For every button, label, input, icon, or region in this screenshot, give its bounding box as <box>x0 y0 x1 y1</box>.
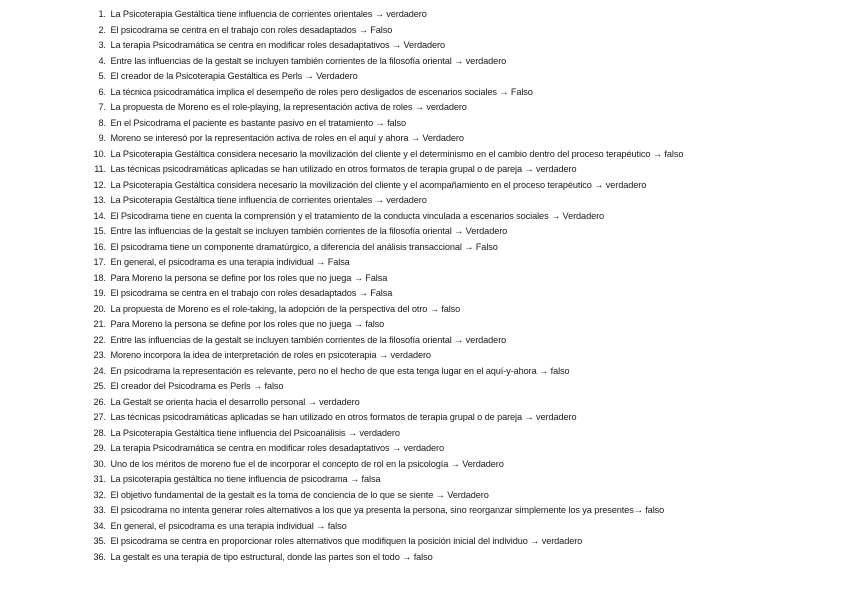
item-text: En general, el psicodrama es una terapia individual → Falsa <box>110 257 350 267</box>
list-item <box>86 503 836 519</box>
item-text: El Psicodrama tiene en cuenta la comprensión y el tratamiento de la conducta vinculada a escenarios sociales → Verdadero <box>110 210 605 221</box>
item-number: 13. <box>93 195 106 205</box>
item-number: 33. <box>93 505 106 515</box>
item-number: 4. <box>98 55 106 66</box>
item-text: El objetivo fundamental de la gestalt es la toma de conciencia de lo que se siente → Verdadero <box>110 489 489 500</box>
item-text: El psicodrama se centra en el trabajo con roles desadaptados → Falso <box>110 24 393 35</box>
item-number: 32. <box>93 489 106 500</box>
list-item <box>86 457 836 473</box>
item-text: Para Moreno la persona se define por los roles que no juega → Falsa <box>110 272 388 283</box>
item-number: 6. <box>98 86 106 97</box>
item-number: 2. <box>98 24 106 35</box>
item-text: La terapia Psicodramática se centra en modificar roles desadaptativos → Verdadero <box>110 40 446 50</box>
item-number: 24. <box>93 365 106 376</box>
item-number: 16. <box>93 241 106 252</box>
item-number: 23. <box>93 350 106 360</box>
item-text: La Psicoterapia Gestáltica tiene influencia de corrientes orientales → verdadero <box>110 9 427 19</box>
item-number: 3. <box>98 40 106 50</box>
item-number: 27. <box>93 412 106 422</box>
list-item <box>86 7 836 23</box>
item-number: 14. <box>93 210 106 221</box>
list-item <box>86 364 836 380</box>
list-item <box>86 519 836 535</box>
item-text: El psicodrama se centra en proporcionar roles alternativos que modifiquen la posición inicial del individuo → verdadero <box>110 536 583 546</box>
item-text: La propuesta de Moreno es el role-playing, la representación activa de roles → verdadero <box>110 102 467 112</box>
item-text: Moreno se interesó por la representación activa de roles en el aquí y ahora → Verdadero <box>110 133 464 143</box>
item-text: Entre las influencias de la gestalt se incluyen también corrientes de la filosofía oriental → verdadero <box>110 55 507 66</box>
item-number: 15. <box>93 226 106 236</box>
item-number: 21. <box>93 319 106 329</box>
item-number: 17. <box>93 257 106 267</box>
list-item <box>86 472 836 488</box>
item-text: Uno de los méritos de moreno fue el de incorporar el concepto de rol en la psicología → Verdadero <box>110 458 504 469</box>
item-text: La Psicoterapia Gestáltica tiene influencia del Psicoanálisis → verdadero <box>110 427 400 438</box>
list-item <box>86 224 836 240</box>
item-number: 29. <box>93 443 106 453</box>
item-text: La Psicoterapia Gestáltica tiene influencia de corrientes orientales → verdadero <box>110 195 427 205</box>
list-item <box>86 410 836 426</box>
item-text: En psicodrama la representación es relevante, pero no el hecho de que esta tenga lugar en el aquí-y-ahora → falso <box>110 365 570 376</box>
item-text: El psicodrama no intenta generar roles alternativos a los que ya presenta la persona, sino reorganzar simplemente los ya presentes→ falso <box>110 505 665 515</box>
item-text: El psicodrama tiene un componente dramatúrgico, a diferencia del análisis transaccional → Falso <box>110 241 498 252</box>
list-item <box>86 85 836 101</box>
item-number: 8. <box>98 117 106 128</box>
item-number: 7. <box>98 102 106 112</box>
item-text: El creador del Psicodrama es Perls → falso <box>110 381 284 391</box>
list-item <box>86 162 836 178</box>
item-text: La Gestalt se orienta hacia el desarrollo personal → verdadero <box>110 396 360 407</box>
item-number: 11. <box>94 164 106 174</box>
list-item <box>86 147 836 163</box>
item-number: 22. <box>93 334 106 345</box>
item-text: Para Moreno la persona se define por los roles que no juega → falso <box>110 319 385 329</box>
item-number: 1. <box>98 9 106 19</box>
list-item <box>86 69 836 85</box>
item-text: La técnica psicodramática implica el desempeño de roles pero desligados de escenarios sociales → Falso <box>110 86 533 97</box>
list-item <box>86 302 836 318</box>
item-number: 25. <box>93 381 106 391</box>
list-item <box>86 100 836 116</box>
item-number: 28. <box>93 427 106 438</box>
list-item <box>86 209 836 225</box>
item-text: La propuesta de Moreno es el role-taking, la adopción de la perspectiva del otro → falso <box>110 303 461 314</box>
list-item <box>86 178 836 194</box>
item-text: Moreno incorpora la idea de interpretación de roles en psicoterapia → verdadero <box>110 350 431 360</box>
list-item <box>86 286 836 302</box>
list-item <box>86 193 836 209</box>
item-number: 30. <box>93 458 106 469</box>
item-text: La Psicoterapia Gestáltica considera necesario la movilización del cliente y el determinismo en el cambio dentro del proceso terapéutico → falso <box>110 148 684 159</box>
item-text: La psicoterapia gestáltica no tiene influencia de psicodrama → falsa <box>110 474 381 484</box>
statement-list <box>86 7 836 565</box>
item-number: 20. <box>93 303 106 314</box>
item-text: Entre las influencias de la gestalt se incluyen también corrientes de la filosofía oriental → verdadero <box>110 334 507 345</box>
item-text: La terapia Psicodramática se centra en modificar roles desadaptativos → verdadero <box>110 443 445 453</box>
list-item <box>86 550 836 566</box>
list-item <box>86 317 836 333</box>
list-item <box>86 333 836 349</box>
item-number: 5. <box>98 71 106 81</box>
list-item <box>86 38 836 54</box>
item-number: 12. <box>93 179 106 190</box>
list-item <box>86 131 836 147</box>
item-number: 31. <box>93 474 106 484</box>
item-text: El creador de la Psicoterapia Gestáltica es Perls → Verdadero <box>110 71 358 81</box>
item-number: 36. <box>93 551 106 562</box>
list-item <box>86 23 836 39</box>
list-item <box>86 348 836 364</box>
list-item <box>86 488 836 504</box>
list-item <box>86 426 836 442</box>
item-number: 19. <box>93 288 106 298</box>
item-text: El psicodrama se centra en el trabajo con roles desadaptados → Falsa <box>110 288 393 298</box>
list-item <box>86 534 836 550</box>
item-text: En el Psicodrama el paciente es bastante pasivo en el tratamiento → falso <box>110 117 407 128</box>
item-number: 35. <box>93 536 106 546</box>
item-number: 34. <box>93 520 106 531</box>
item-number: 18. <box>93 272 106 283</box>
item-number: 26. <box>93 396 106 407</box>
item-text: Las técnicas psicodramáticas aplicadas se han utilizado en otros formatos de terapia grupal o de pareja → verdadero <box>110 412 577 422</box>
list-item <box>86 379 836 395</box>
list-item <box>86 271 836 287</box>
item-number: 10. <box>93 148 106 159</box>
item-text: Las técnicas psicodramáticas aplicadas se han utilizado en otros formatos de terapia grupal o de pareja → verdadero <box>110 164 577 174</box>
list-item <box>86 54 836 70</box>
list-item <box>86 240 836 256</box>
item-number: 9. <box>98 133 106 143</box>
item-text: Entre las influencias de la gestalt se incluyen también corrientes de la filosofía oriental → Verdadero <box>110 226 508 236</box>
item-text: La Psicoterapia Gestáltica considera necesario la movilización del cliente y el acompañamiento en el proceso terapéutico → verdadero <box>110 179 647 190</box>
list-item <box>86 116 836 132</box>
item-text: La gestalt es una terapia de tipo estructural, donde las partes son el todo → falso <box>110 551 433 562</box>
list-item <box>86 255 836 271</box>
list-item <box>86 395 836 411</box>
list-item <box>86 441 836 457</box>
item-text: En general, el psicodrama es una terapia individual → falso <box>110 520 347 531</box>
